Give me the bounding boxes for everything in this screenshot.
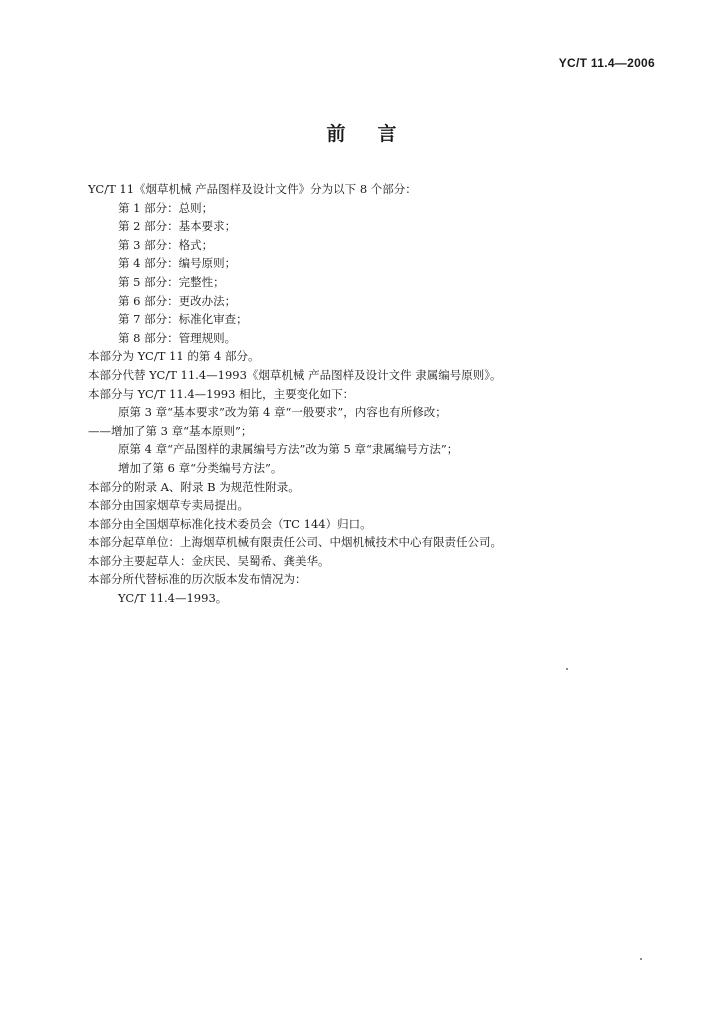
list-item: 第 3 部分：格式； bbox=[118, 237, 214, 252]
list-item: 原第 4 章“产品图样的隶属编号方法”改为第 5 章“隶属编号方法”； bbox=[118, 442, 459, 457]
list-item: ——增加了第 3 章“基本原则”； bbox=[88, 423, 253, 438]
paragraph: 本部分为 YC/T 11 的第 4 部分。 bbox=[88, 349, 260, 364]
list-item: 增加了第 6 章“分类编号方法”。 bbox=[118, 460, 283, 475]
body-text bbox=[88, 180, 678, 608]
list-item: 第 4 部分：编号原则； bbox=[118, 256, 237, 271]
list-item: 第 2 部分：基本要求； bbox=[118, 219, 237, 234]
list-item: 原第 3 章“基本要求”改为第 4 章“一般要求”，内容也有所修改； bbox=[118, 405, 447, 420]
paragraph: 本部分的附录 A、附录 B 为规范性附录。 bbox=[88, 479, 300, 494]
paragraph: 本部分由国家烟草专卖局提出。 bbox=[88, 498, 249, 513]
list-item: 第 6 部分：更改办法； bbox=[118, 293, 237, 308]
page-title: 前言 bbox=[326, 123, 429, 145]
scan-speck bbox=[640, 958, 642, 960]
list-item: 第 5 部分：完整性； bbox=[118, 274, 225, 289]
list-item: YC/T 11.4—1993。 bbox=[118, 591, 228, 606]
paragraph: 本部分由全国烟草标准化技术委员会（TC 144）归口。 bbox=[88, 516, 372, 531]
paragraph: 本部分代替 YC/T 11.4—1993《烟草机械 产品图样及设计文件 隶属编号原则》。 bbox=[88, 367, 502, 382]
paragraph: 本部分起草单位：上海烟草机械有限责任公司、中烟机械技术中心有限责任公司。 bbox=[88, 535, 502, 550]
list-item: 第 7 部分：标准化审查； bbox=[118, 312, 248, 327]
standard-number: YC/T 11.4—2006 bbox=[558, 56, 655, 70]
list-item: 第 8 部分：管理规则。 bbox=[118, 330, 237, 345]
paragraph: 本部分所代替标准的历次版本发布情况为： bbox=[88, 572, 307, 587]
scan-speck bbox=[566, 668, 568, 670]
paragraph: 本部分主要起草人：金庆民、吴蜀希、龚美华。 bbox=[88, 553, 330, 568]
paragraph: 本部分与 YC/T 11.4—1993 相比，主要变化如下： bbox=[88, 386, 355, 401]
list-item: 第 1 部分：总则； bbox=[118, 200, 214, 215]
paragraph: YC/T 11《烟草机械 产品图样及设计文件》分为以下 8 个部分： bbox=[88, 182, 417, 196]
